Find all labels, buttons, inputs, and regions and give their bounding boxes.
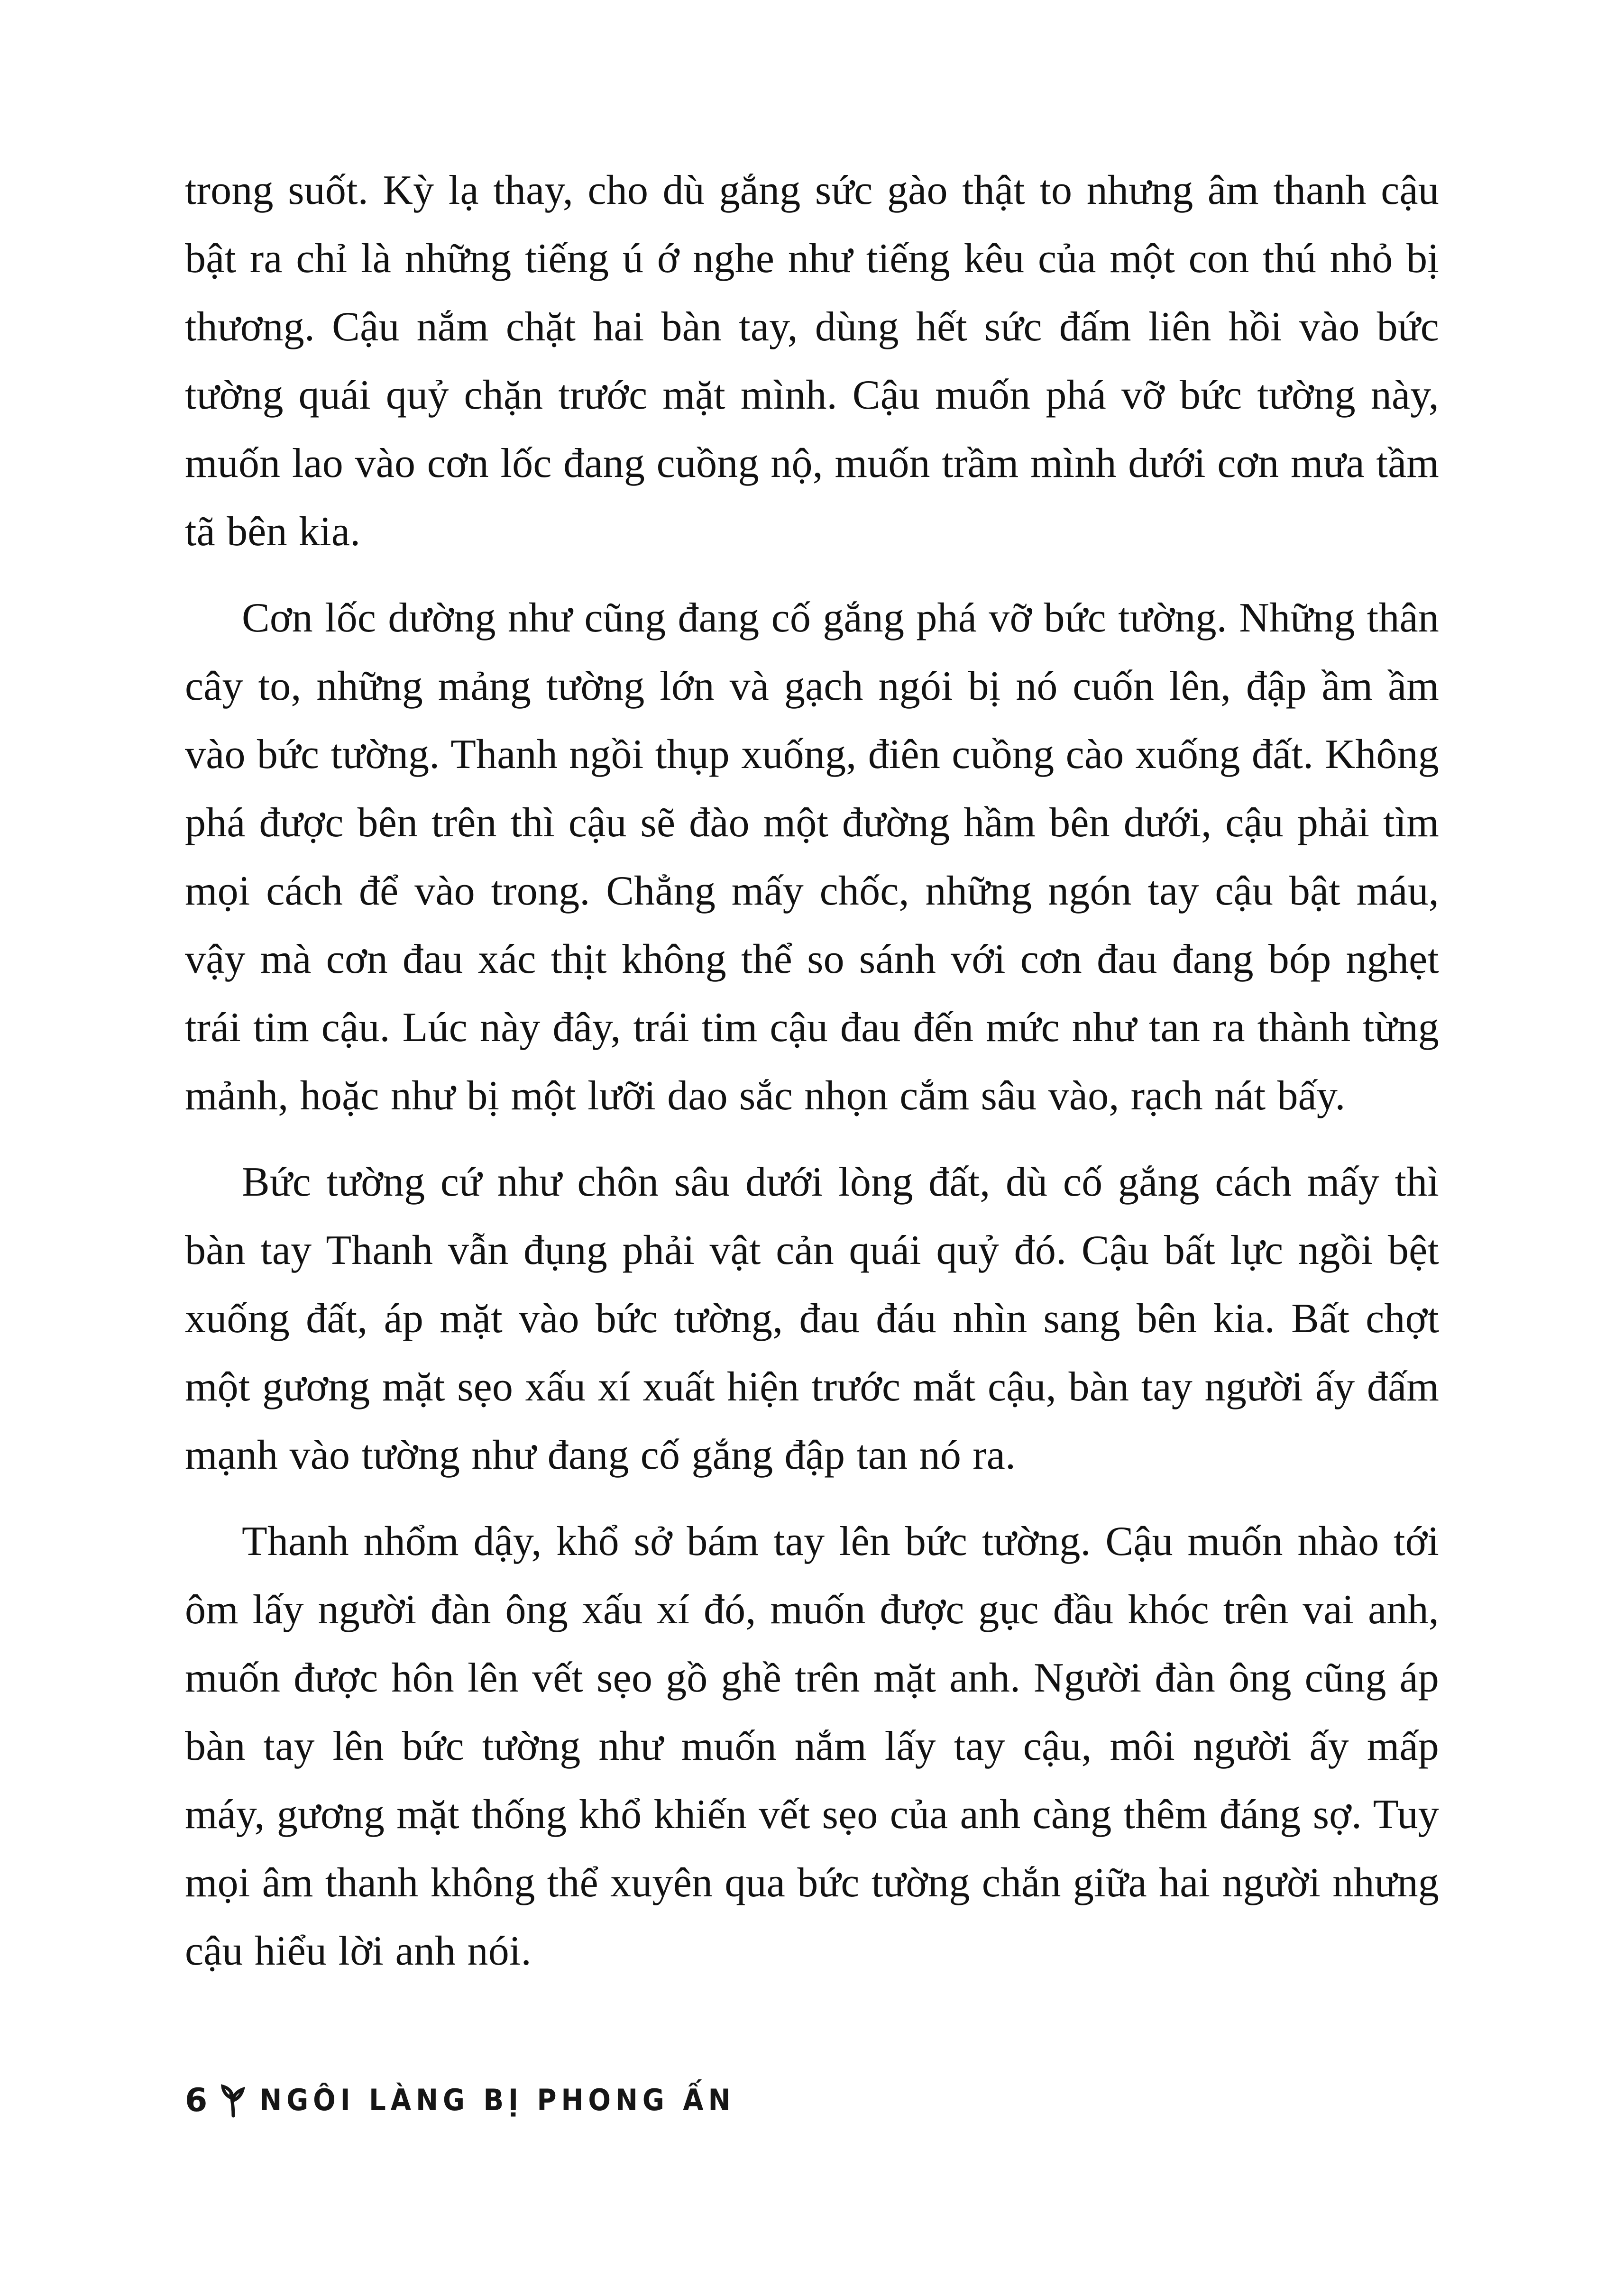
page-footer	[185, 2084, 735, 2118]
paragraph: trong suốt. Kỳ lạ thay, cho dù gắng sức gào thật to nhưng âm thanh cậu bật ra chỉ là những tiếng ú ớ nghe như tiếng kêu của một con thú nhỏ bị thương. Cậu nắm chặt hai bàn tay, dùng hết sức đấm liên hồi vào bức tường quái quỷ chặn trước mặt mình. Cậu muốn phá vỡ bức tường này, muốn lao vào cơn lốc đang cuồng nộ, muốn trầm mình dưới cơn mưa tầm tã bên kia.	[185, 167, 1439, 555]
paragraph: Bức tường cứ như chôn sâu dưới lòng đất, dù cố gắng cách mấy thì bàn tay Thanh vẫn đụng phải vật cản quái quỷ đó. Cậu bất lực ngồi bệt xuống đất, áp mặt vào bức tường, đau đáu nhìn sang bên kia. Bất chợt một gương mặt sẹo xấu xí xuất hiện trước mắt cậu, bàn tay người ấy đấm mạnh vào tường như đang cố gắng đập tan nó ra.	[185, 1159, 1439, 1478]
book-title: NGÔI LÀNG BỊ PHONG ẤN	[259, 2083, 735, 2118]
body-text	[185, 156, 1439, 2003]
paragraph: Cơn lốc dường như cũng đang cố gắng phá vỡ bức tường. Những thân cây to, những mảng tường lớn và gạch ngói bị nó cuốn lên, đập ầm ầm vào bức tường. Thanh ngồi thụp xuống, điên cuồng cào xuống đất. Không phá được bên trên thì cậu sẽ đào một đường hầm bên dưới, cậu phải tìm mọi cách để vào trong. Chẳng mấy chốc, những ngón tay cậu bật máu, vậy mà cơn đau xác thịt không thể so sánh với cơn đau đang bóp nghẹt trái tim cậu. Lúc này đây, trái tim cậu đau đến mức như tan ra thành từng mảnh, hoặc như bị một lưỡi dao sắc nhọn cắm sâu vào, rạch nát bấy.	[185, 595, 1439, 1119]
plant-sprout-icon	[220, 2084, 247, 2118]
paragraph: Thanh nhổm dậy, khổ sở bám tay lên bức tường. Cậu muốn nhào tới ôm lấy người đàn ông xấu xí đó, muốn được gục đầu khóc trên vai anh, muốn được hôn lên vết sẹo gồ ghề trên mặt anh. Người đàn ông cũng áp bàn tay lên bức tường như muốn nắm lấy tay cậu, môi người ấy mấp máy, gương mặt thống khổ khiến vết sẹo của anh càng thêm đáng sợ. Tuy mọi âm thanh không thể xuyên qua bức tường chắn giữa hai người nhưng cậu hiểu lời anh nói.	[185, 1518, 1439, 1974]
page-number: 6	[185, 2082, 208, 2119]
